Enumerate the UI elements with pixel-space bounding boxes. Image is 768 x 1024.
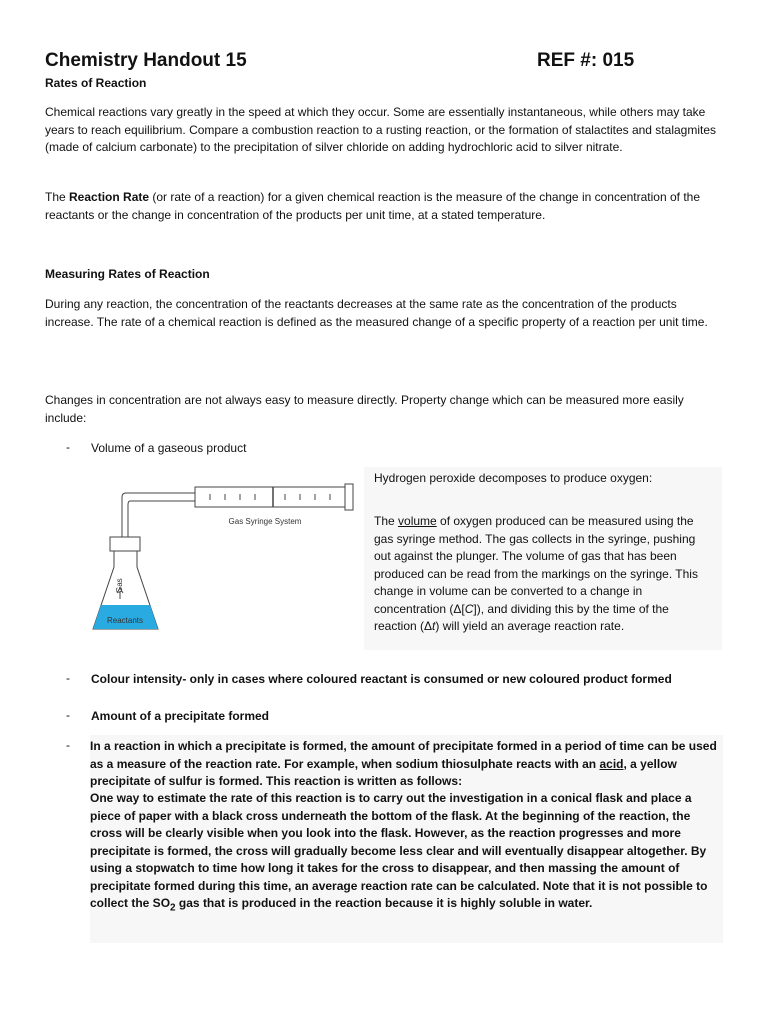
syringe-text-body: of oxygen produced can be measured using the gas syringe method. The gas collects in the syringe, pushing out against the plunger. The volume of gas that has been produced can be read from the markings on the syringe. This change in volume can be converted to a change in concentration (Δ[ [374, 514, 698, 616]
so2-subscript: 2 [170, 902, 176, 914]
delivery-tube-inner [128, 501, 195, 537]
syringe-text-end: ) will yield an average reaction rate. [435, 619, 625, 633]
gas-syringe-explanation [364, 467, 722, 650]
precipitate-text-end: , a yellow precipitate of sulfur is formed. This reaction is written as follows: [90, 756, 677, 788]
time-symbol: t [432, 619, 436, 633]
gas-label: Gas [115, 578, 124, 593]
bullet-dash: - [66, 671, 70, 685]
syringe-barrel [195, 487, 345, 507]
bullet-precipitate: Amount of a precipitate formed [91, 709, 270, 723]
page-title: Chemistry Handout 15 [45, 50, 247, 71]
cross-method-end: gas that is produced in the reaction because it is highly soluble in water. [175, 896, 593, 910]
precipitate-text-lead: In a reaction in which a precipitate is formed, the amount of precipitate formed in a period of time can be used as a measure of the reaction rate. For example, when sodium thiosulphate reacts with an [90, 739, 717, 771]
volume-link[interactable]: volume [398, 514, 437, 528]
reaction-rate-term: Reaction Rate [69, 190, 150, 204]
decomposition-line: Hydrogen peroxide decomposes to produce oxygen: [374, 471, 653, 485]
measuring-heading: Measuring Rates of Reaction [45, 267, 210, 281]
cross-method-text: One way to estimate the rate of this reaction is to carry out the investigation in a conical flask and place a piece of paper with a black cross underneath the bottom of the flask. At the beginning of the reaction, the cross will be clearly visible when you look into the flask. However, as the reaction progresses and more precipitate is formed, the cross will gradually become less clear and will eventually disappear altogether. By using a stopwatch to time how long it takes for the cross to disappear, and then massing the amount of precipitate formed during this time, an average reaction rate can be calculated. Note that it is not possible to collect the SO [90, 791, 708, 910]
bullet-gaseous-volume: Volume of a gaseous product [91, 441, 247, 455]
measuring-paragraph: During any reaction, the concentration of the reactants decreases at the same rate as the concentration of the products increase. The rate of a chemical reaction is defined as the measured change of a specific property of a reaction per unit time. [45, 297, 708, 329]
gas-syringe-diagram [90, 467, 360, 652]
precipitate-intro [90, 738, 720, 791]
definition-text: (or rate of a reaction) for a given chemical reaction is the measure of the change in concentration of the reactants or the change in concentration of the products per unit time, at a stated temperature. [45, 190, 701, 222]
concentration-symbol: C [464, 601, 474, 616]
syringe-label: Gas Syringe System [228, 517, 302, 526]
page-subtitle: Rates of Reaction [45, 76, 147, 90]
syringe-text-lead: The [374, 514, 399, 528]
gas-syringe-illustration [90, 467, 360, 652]
reaction-rate-definition [45, 189, 725, 224]
reference-number: REF #: 015 [537, 50, 635, 71]
flask-label: Reactants [106, 616, 144, 625]
stopper [110, 537, 140, 551]
intro-paragraph: Chemical reactions vary greatly in the speed at which they occur. Some are essentially instantaneous, while others may take years to reach equilibrium. Compare a combustion reaction to a rusting reaction, or the formation of stalactites and stalagmites (made of calcium carbonate) to the precipitation of silver chloride on adding hydrochloric acid to silver nitrate. [45, 105, 716, 154]
syringe-text-body-2: ]), and dividing this by the time of the reaction (Δ [374, 601, 669, 633]
bullet-dash: - [66, 738, 70, 752]
acid-link[interactable]: acid [599, 756, 624, 771]
bullet-dash: - [66, 708, 70, 722]
definition-lead: The [45, 190, 70, 204]
bullet-colour-intensity: Colour intensity- only in cases where coloured reactant is consumed or new coloured product formed [91, 672, 672, 686]
syringe-plunger-cap [345, 484, 353, 510]
cross-method-paragraph [90, 790, 720, 917]
precipitate-section [90, 735, 723, 943]
bullet-dash: - [66, 440, 70, 454]
gas-syringe-paragraph [374, 513, 714, 636]
delivery-tube [122, 493, 195, 537]
property-change-paragraph: Changes in concentration are not always easy to measure directly. Property change which can be measured more easily include: [45, 393, 684, 425]
